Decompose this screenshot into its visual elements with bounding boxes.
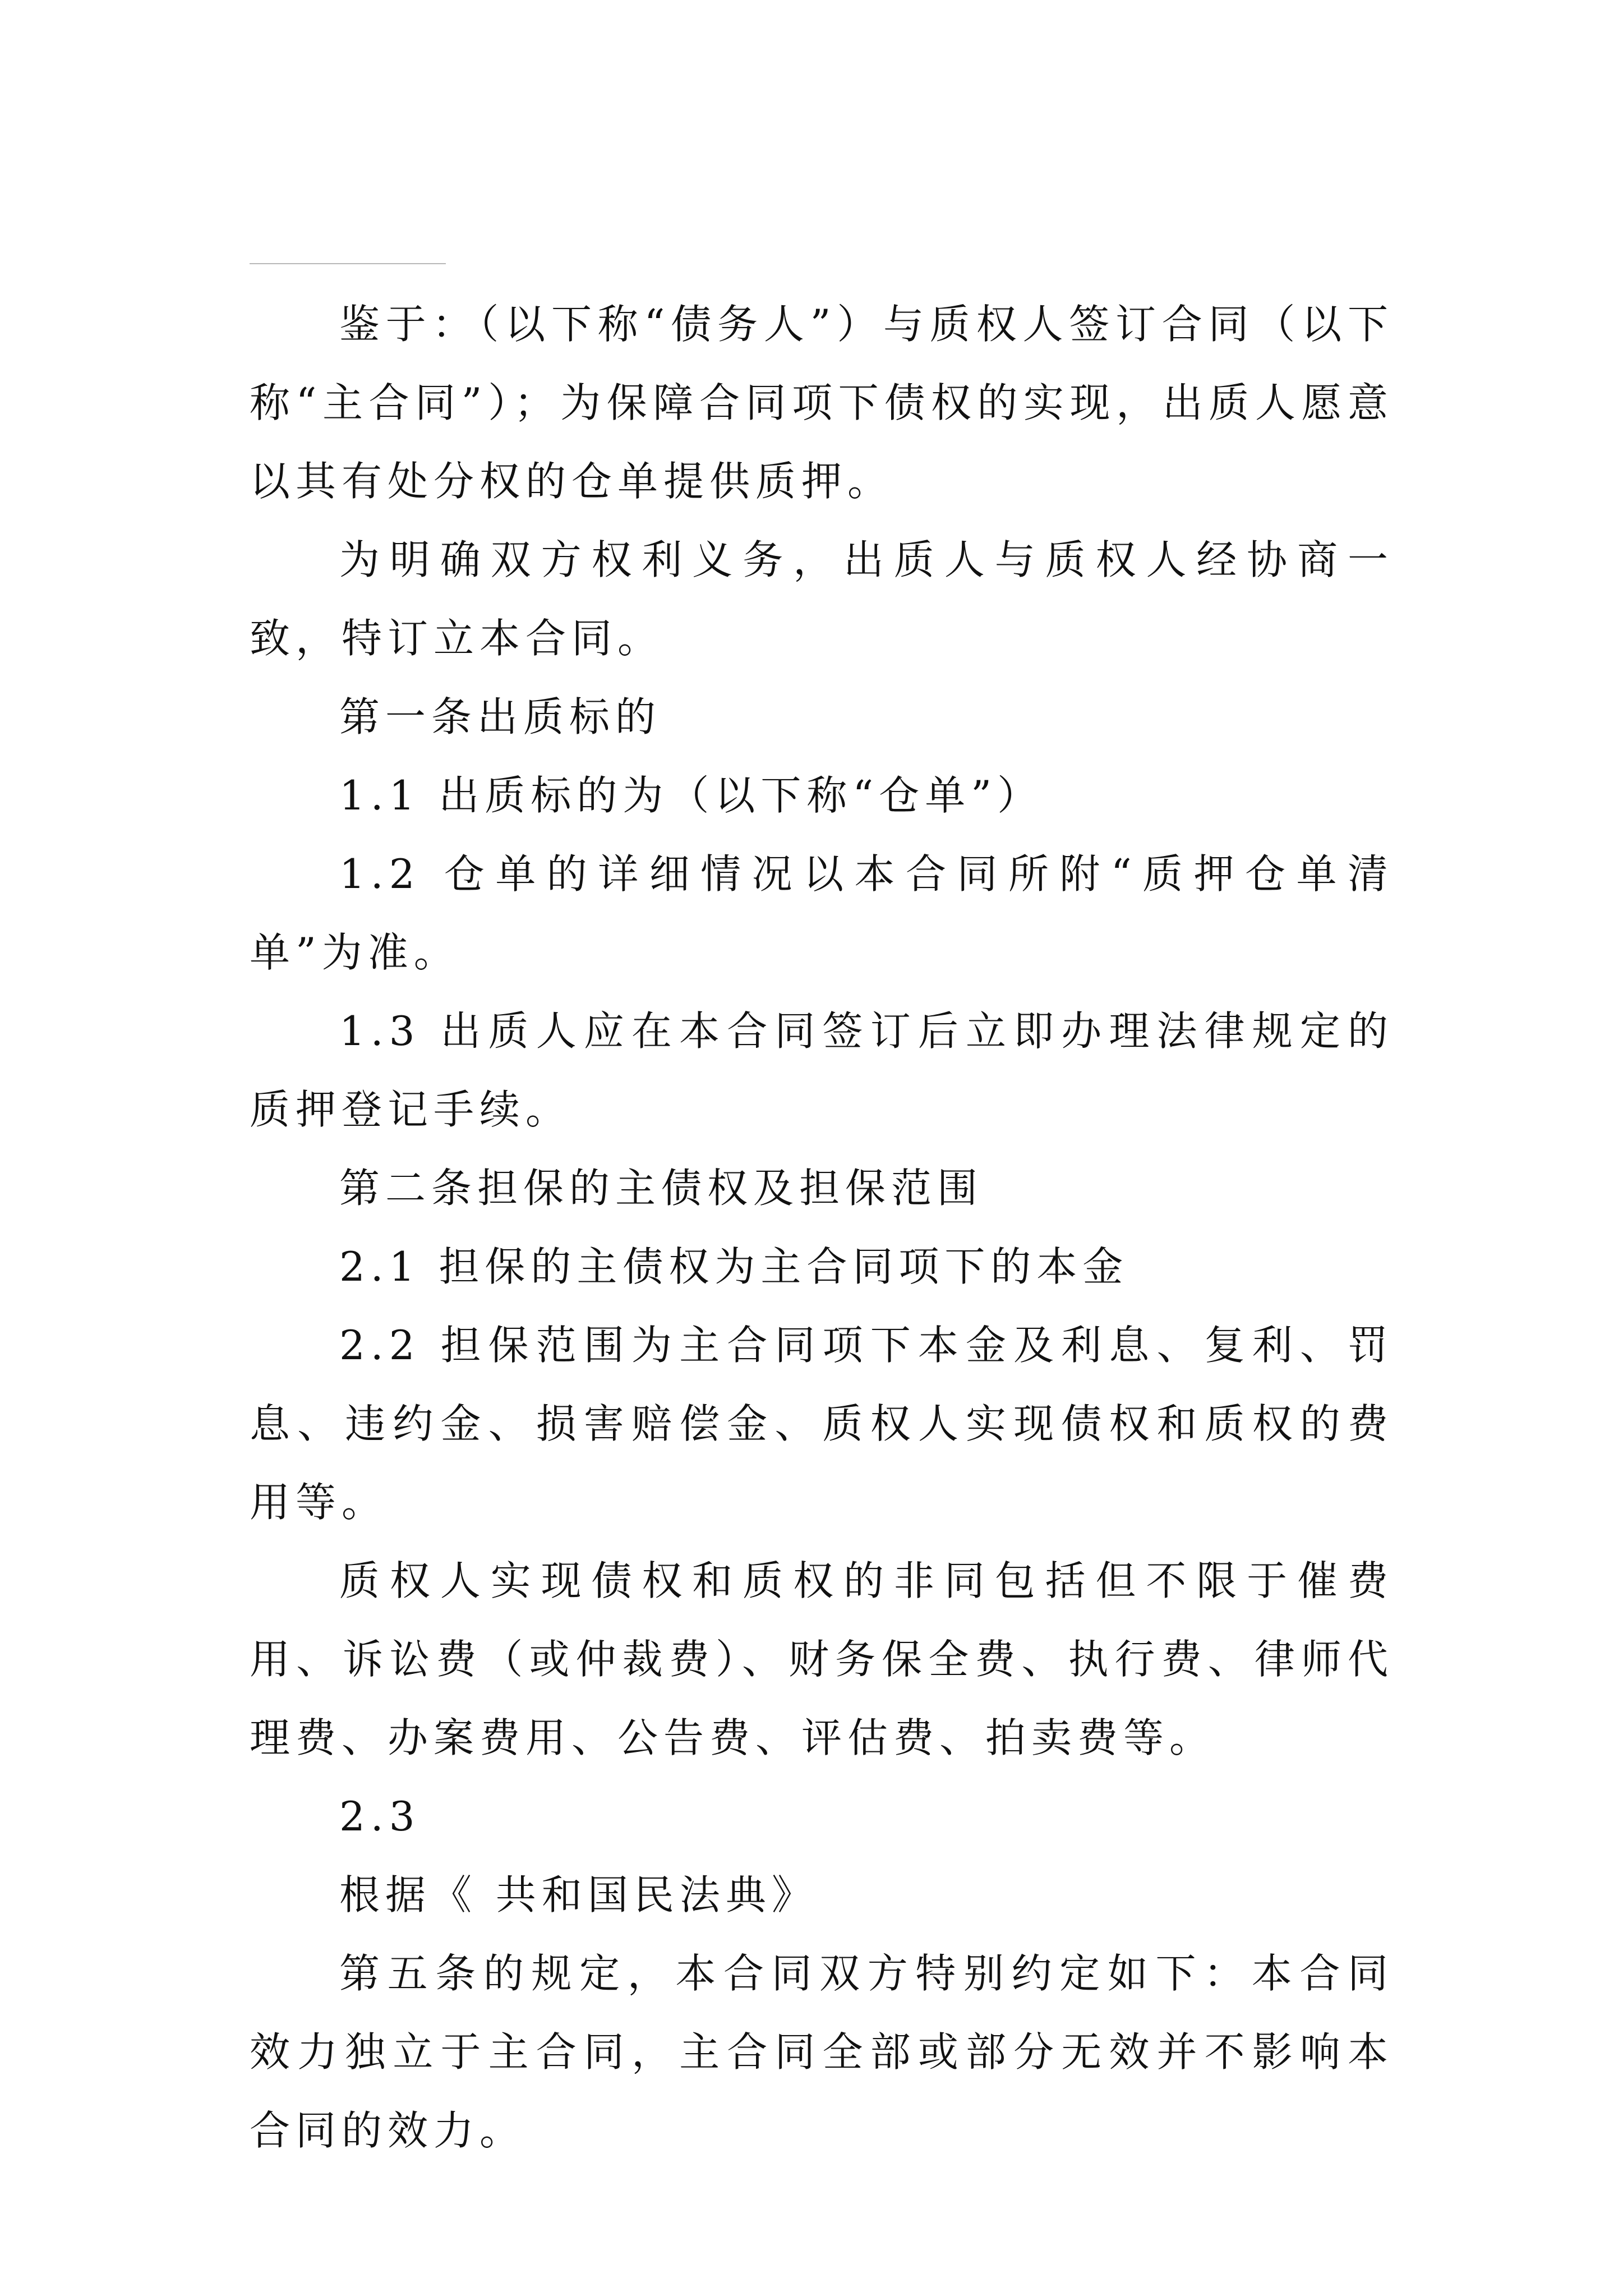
header-rule: [250, 263, 446, 264]
clause-2-3: 2.3: [339, 1793, 421, 1840]
document-body: [250, 285, 1394, 2170]
article-1-heading: 第一条出质标的: [339, 693, 662, 740]
clause-1-3: 1.3 出质人应在本合同签订后立即办理法律规定的质押登记手续。: [250, 1007, 1394, 1133]
paragraph-recital: 鉴于：（以下称“债务人”）与质权人签订合同（以下称“主合同”）；为保障合同项下债权的实现，出质人愿意以其有处分权的仓单提供质押。: [250, 301, 1394, 505]
clause-1-1: 1.1 出质标的为（以下称“仓单”）: [339, 772, 1044, 819]
paragraph-purpose: 为明确双方权利义务，出质人与质权人经协商一致，特订立本合同。: [250, 536, 1394, 662]
paragraph-independence: 第五条的规定，本合同双方特别约定如下：本合同效力独立于主合同，主合同全部或部分无效并不影响本合同的效力。: [250, 1950, 1394, 2154]
article-2-heading: 第二条担保的主债权及担保范围: [339, 1165, 984, 1212]
paragraph-costs: 质权人实现债权和质权的非同包括但不限于催费用、诉讼费（或仲裁费）、财务保全费、执行费、律师代理费、办案费用、公告费、评估费、拍卖费等。: [250, 1557, 1394, 1761]
clause-1-2: 1.2 仓单的详细情况以本合同所附“质押仓单清单”为准。: [250, 850, 1394, 976]
clause-2-1: 2.1 担保的主债权为主合同项下的本金: [339, 1243, 1129, 1290]
clause-2-2: 2.2 担保范围为主合同项下本金及利息、复利、罚息、违约金、损害赔偿金、质权人实现债权和质权的费用等。: [250, 1322, 1394, 1526]
paragraph-legal-basis: 根据《 共和国民法典》: [339, 1871, 818, 1918]
